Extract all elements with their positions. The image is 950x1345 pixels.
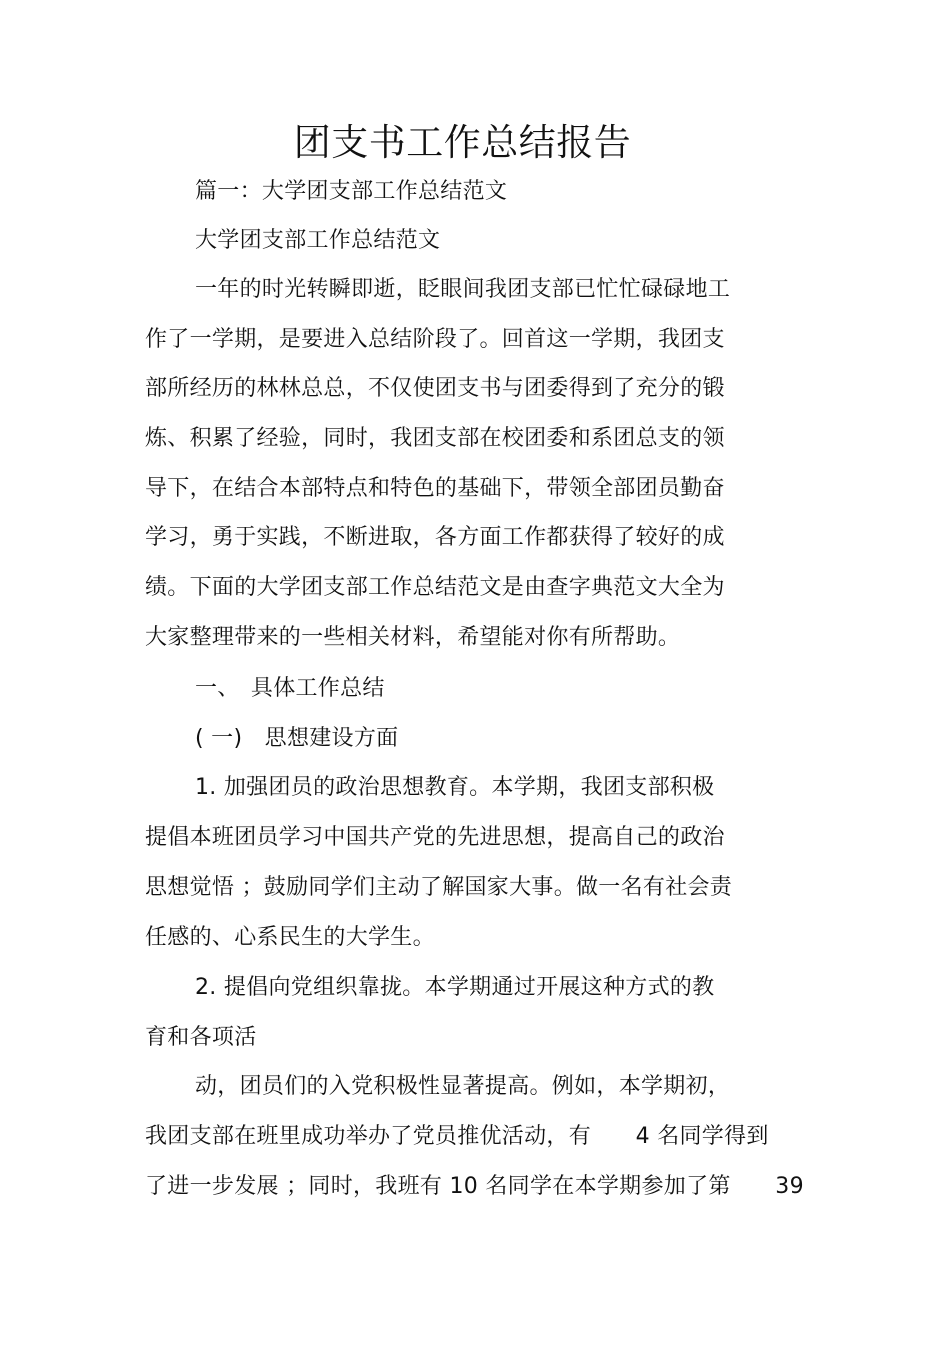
section-heading: 篇一：大学团支部工作总结范文: [195, 179, 508, 204]
paragraph-line: 1. 加强团员的政治思想教育。本学期，我团支部积极: [195, 775, 715, 800]
paragraph-line: 绩。下面的大学团支部工作总结范文是由查字典范文大全为: [145, 575, 725, 600]
paragraph-line: 育和各项活: [145, 1025, 257, 1050]
paragraph-line: 提倡本班团员学习中国共产党的先进思想，提高自己的政治: [145, 825, 725, 850]
paragraph-line: 了进一步发展 ；同时，我班有 10 名同学在本学期参加了第 39: [145, 1174, 804, 1199]
document-title: 团支书工作总结报告: [293, 121, 632, 164]
paragraph-line: 动，团员们的入党积极性显著提高。例如，本学期初，: [195, 1074, 731, 1099]
paragraph-line: 任感的、心系民生的大学生。: [145, 925, 435, 950]
list-subheading: ( 一) 思想建设方面: [195, 726, 399, 751]
section-subtitle: 大学团支部工作总结范文: [195, 228, 441, 253]
paragraph-line: 作了一学期，是要进入总结阶段了。回首这一学期，我团支: [145, 327, 725, 352]
paragraph-line: 我团支部在班里成功举办了党员推优活动，有 4 名同学得到: [145, 1124, 769, 1149]
paragraph-line: 思想觉悟 ；鼓励同学们主动了解国家大事。做一名有社会责: [145, 875, 733, 900]
paragraph-line: 2. 提倡向党组织靠拢。本学期通过开展这种方式的教: [195, 975, 715, 1000]
list-heading: 一、 具体工作总结: [195, 676, 385, 701]
paragraph-line: 炼、积累了经验，同时，我团支部在校团委和系团总支的领: [145, 426, 725, 451]
paragraph-line: 部所经历的林林总总，不仅使团支书与团委得到了充分的锻: [145, 376, 725, 401]
paragraph-line: 大家整理带来的一些相关材料，希望能对你有所帮助。: [145, 625, 681, 650]
paragraph-line: 学习，勇于实践，不断进取，各方面工作都获得了较好的成: [145, 525, 725, 550]
paragraph-line: 导下，在结合本部特点和特色的基础下，带领全部团员勤奋: [145, 476, 725, 501]
paragraph-line: 一年的时光转瞬即逝，眨眼间我团支部已忙忙碌碌地工: [195, 277, 731, 302]
